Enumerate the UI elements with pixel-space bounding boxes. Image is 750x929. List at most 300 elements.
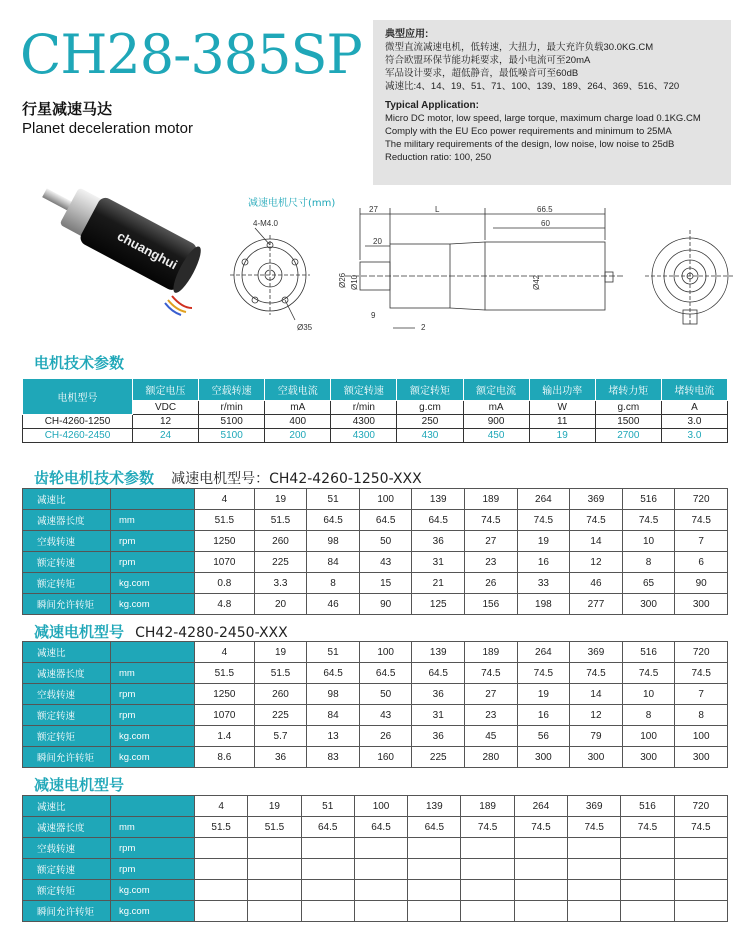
value-cell: 64.5 [408,817,461,838]
value-cell [354,859,407,880]
app-en-line: Comply with the EU Eco power requirements and minimum to 25MA [385,126,672,137]
value-cell: 369 [570,642,623,663]
row-unit: rpm [111,859,195,880]
row-label: 额定转矩 [23,726,111,747]
table-row [23,531,728,552]
row-label: 额定转速 [23,552,111,573]
dim-2: 2 [421,323,426,332]
table-row [23,859,728,880]
app-en-title: Typical Application: [385,100,479,111]
value-cell: 260 [254,531,307,552]
value-cell: 50 [359,684,412,705]
value-cell: 1.4 [195,726,255,747]
value-cell: 84 [307,705,360,726]
value-cell: 90 [359,594,412,615]
value-cell: 43 [359,552,412,573]
header-cell: 空载转速 [199,379,265,401]
motor-params-table [22,378,728,443]
value-cell: 19 [517,684,570,705]
row-label: 减速器长度 [23,817,111,838]
dim-L: L [435,205,440,214]
value-cell: 83 [307,747,360,768]
value-cell: 139 [408,796,461,817]
table-row [23,705,728,726]
product-name-cn: 行星减速马达 [22,100,113,118]
value-cell: 189 [465,642,518,663]
value-cell: 51.5 [195,663,255,684]
value-cell [621,859,674,880]
dim-phi10: Ø10 [350,274,359,290]
row-unit [111,489,195,510]
value-cell: 74.5 [570,510,623,531]
value-cell: 64.5 [412,510,465,531]
value-cell [568,859,621,880]
row-unit: rpm [111,705,195,726]
row-unit: mm [111,663,195,684]
value-cell: 100 [359,489,412,510]
gear3-title: 减速电机型号 [34,776,125,794]
value-cell: 43 [359,705,412,726]
model-cell: CH-4260-2450 [23,429,133,443]
value-cell [248,901,301,922]
value-cell: 51.5 [254,510,307,531]
brand-text: chuanghui [114,228,180,273]
value-cell: 6 [675,552,728,573]
value-cell: 0.8 [195,573,255,594]
value-cell: 260 [254,684,307,705]
value-cell: 450 [463,429,529,443]
gear2-title: 减速电机型号 [34,623,125,641]
value-cell: 1500 [595,415,661,429]
value-cell: 8 [622,705,675,726]
value-cell: 430 [397,429,463,443]
value-cell: 8.6 [195,747,255,768]
app-cn-line: 微型直流减速电机，低转速，大扭力，最大充许负载30.0KG.CM [385,42,654,53]
value-cell: 200 [265,429,331,443]
value-cell: 74.5 [461,817,514,838]
table-row [23,747,728,768]
value-cell: 10 [622,684,675,705]
value-cell: 64.5 [359,663,412,684]
value-cell: 51.5 [195,817,248,838]
value-cell: 14 [570,531,623,552]
row-unit: rpm [111,531,195,552]
product-model-title: CH28-385SP [20,23,362,86]
value-cell: 516 [622,489,675,510]
motor-params-header-row [23,379,728,401]
value-cell: 156 [465,594,518,615]
table-row [23,573,728,594]
value-cell [621,880,674,901]
row-unit: kg.com [111,880,195,901]
value-cell: 36 [412,684,465,705]
motor-params-title: 电机技术参数 [34,354,125,372]
value-cell: 15 [359,573,412,594]
value-cell: 84 [307,552,360,573]
value-cell: 139 [412,642,465,663]
value-cell [195,901,248,922]
table-row [23,726,728,747]
value-cell: 19 [248,796,301,817]
unit-cell: mA [265,401,331,415]
value-cell: 264 [517,489,570,510]
value-cell: 64.5 [354,817,407,838]
header-cell: 额定电压 [133,379,199,401]
value-cell: 516 [621,796,674,817]
value-cell: 516 [622,642,675,663]
row-label: 减速比 [23,796,111,817]
value-cell: 189 [461,796,514,817]
value-cell: 8 [307,573,360,594]
value-cell [621,901,674,922]
value-cell: 26 [465,573,518,594]
dim-9: 9 [371,311,376,320]
unit-cell: VDC [133,401,199,415]
header-cell: 堵转电流 [661,379,727,401]
header-cell: 额定电流 [463,379,529,401]
table-row [23,817,728,838]
table-row [23,594,728,615]
value-cell: 4 [195,642,255,663]
value-cell: 369 [570,489,623,510]
row-label: 减速比 [23,642,111,663]
gear1-subtitle: 减速电机型号：CH42-4260-1250-XXX [171,471,422,487]
dim-thread: 4-M4.0 [253,219,278,228]
value-cell: 100 [675,726,728,747]
value-cell: 5.7 [254,726,307,747]
value-cell [461,901,514,922]
value-cell: 74.5 [674,817,727,838]
value-cell: 74.5 [675,510,728,531]
value-cell: 5100 [199,415,265,429]
value-cell: 189 [465,489,518,510]
app-en-line: Reduction ratio: 100, 250 [385,152,492,163]
header-cell: 电机型号 [23,379,133,415]
value-cell: 250 [397,415,463,429]
value-cell: 36 [254,747,307,768]
row-unit [111,796,195,817]
row-unit: kg.com [111,901,195,922]
value-cell: 225 [254,552,307,573]
value-cell: 300 [675,594,728,615]
value-cell [354,880,407,901]
value-cell: 74.5 [517,663,570,684]
value-cell: 74.5 [568,817,621,838]
value-cell [461,859,514,880]
value-cell: 280 [465,747,518,768]
value-cell [514,880,567,901]
row-unit: kg.com [111,747,195,768]
app-cn-line: 符合欧盟环保节能功耗要求，最小电流可至20mA [385,55,591,66]
value-cell: 720 [675,489,728,510]
value-cell: 13 [307,726,360,747]
value-cell: 51 [307,489,360,510]
dimension-drawing [225,200,740,340]
unit-cell: W [529,401,595,415]
model-cell: CH-4260-1250 [23,415,133,429]
value-cell: 300 [622,747,675,768]
value-cell: 4300 [331,415,397,429]
table-row [23,838,728,859]
value-cell: 31 [412,552,465,573]
value-cell: 277 [570,594,623,615]
value-cell: 74.5 [465,510,518,531]
table-row [23,901,728,922]
row-label: 瞬间允许转矩 [23,747,111,768]
app-en-line: The military requirements of the design, low noise, low noise to 25dB [385,139,675,150]
value-cell: 720 [674,796,727,817]
value-cell: 50 [359,531,412,552]
unit-cell: g.cm [595,401,661,415]
value-cell: 98 [307,531,360,552]
value-cell [674,901,727,922]
value-cell: 12 [570,705,623,726]
value-cell: 64.5 [359,510,412,531]
app-cn-line: 军品设计要求，超低静音，最低噪音可至60dB [385,68,579,79]
row-label: 瞬间允许转矩 [23,594,111,615]
value-cell [301,838,354,859]
unit-cell: r/min [331,401,397,415]
table-row [23,552,728,573]
value-cell: 1250 [195,531,255,552]
value-cell: 198 [517,594,570,615]
value-cell: 264 [514,796,567,817]
value-cell: 12 [570,552,623,573]
value-cell: 300 [570,747,623,768]
dim-phi42: Ø42 [532,274,541,290]
dim-60: 60 [541,219,550,228]
value-cell: 51.5 [254,663,307,684]
dim-66-5: 66.5 [537,205,553,214]
row-label: 额定转速 [23,859,111,880]
value-cell: 8 [622,552,675,573]
gear2-table [22,641,728,768]
value-cell: 56 [517,726,570,747]
value-cell: 3.3 [254,573,307,594]
row-unit [111,642,195,663]
row-label: 额定转速 [23,705,111,726]
row-label: 空载转速 [23,531,111,552]
value-cell: 5100 [199,429,265,443]
value-cell: 74.5 [621,817,674,838]
value-cell: 74.5 [675,663,728,684]
dim-phi26: Ø26 [338,272,347,288]
value-cell: 4.8 [195,594,255,615]
value-cell [514,859,567,880]
value-cell: 21 [412,573,465,594]
table-row [23,489,728,510]
value-cell [248,880,301,901]
value-cell: 98 [307,684,360,705]
value-cell: 16 [517,552,570,573]
gear1-table [22,488,728,615]
value-cell: 64.5 [307,510,360,531]
value-cell: 90 [675,573,728,594]
value-cell [195,838,248,859]
value-cell: 19 [254,489,307,510]
value-cell: 1070 [195,552,255,573]
value-cell: 4300 [331,429,397,443]
value-cell: 2700 [595,429,661,443]
table-row [23,642,728,663]
row-unit: rpm [111,684,195,705]
value-cell: 19 [254,642,307,663]
value-cell: 51.5 [248,817,301,838]
value-cell: 20 [254,594,307,615]
table-row [23,415,728,429]
value-cell: 14 [570,684,623,705]
value-cell: 26 [359,726,412,747]
value-cell [568,838,621,859]
value-cell: 300 [517,747,570,768]
value-cell: 27 [465,531,518,552]
header-cell: 空载电流 [265,379,331,401]
value-cell: 23 [465,552,518,573]
row-label: 减速比 [23,489,111,510]
unit-cell: g.cm [397,401,463,415]
value-cell: 264 [517,642,570,663]
value-cell: 225 [254,705,307,726]
value-cell: 300 [622,594,675,615]
value-cell [674,880,727,901]
value-cell: 4 [195,796,248,817]
value-cell [461,838,514,859]
value-cell: 24 [133,429,199,443]
value-cell [674,838,727,859]
value-cell: 1070 [195,705,255,726]
value-cell: 3.0 [661,415,727,429]
row-unit: mm [111,510,195,531]
value-cell: 51 [307,642,360,663]
value-cell: 1250 [195,684,255,705]
value-cell: 51.5 [195,510,255,531]
value-cell [354,838,407,859]
value-cell: 64.5 [307,663,360,684]
gear3-table [22,795,728,922]
value-cell [568,880,621,901]
table-row [23,684,728,705]
row-unit: mm [111,817,195,838]
row-label: 瞬间允许转矩 [23,901,111,922]
value-cell: 100 [354,796,407,817]
gear2-subtitle: CH42-4280-2450-XXX [135,625,288,641]
value-cell: 900 [463,415,529,429]
value-cell [408,838,461,859]
value-cell [195,880,248,901]
value-cell: 46 [307,594,360,615]
gear1-heading [34,467,422,488]
value-cell [195,859,248,880]
app-en-line: Micro DC motor, low speed, large torque, maximum charge load 0.1KG.CM [385,113,701,124]
product-name-en: Planet deceleration motor [22,120,193,137]
value-cell [354,901,407,922]
table-row [23,880,728,901]
value-cell: 74.5 [517,510,570,531]
value-cell: 79 [570,726,623,747]
value-cell: 46 [570,573,623,594]
dim-20: 20 [373,237,382,246]
header-cell: 额定转矩 [397,379,463,401]
value-cell [461,880,514,901]
value-cell: 33 [517,573,570,594]
value-cell: 64.5 [301,817,354,838]
application-box [373,20,731,185]
row-unit: kg.com [111,573,195,594]
value-cell: 27 [465,684,518,705]
value-cell: 139 [412,489,465,510]
header-cell: 输出功率 [529,379,595,401]
value-cell: 369 [568,796,621,817]
gear1-title: 齿轮电机技术参数 [34,469,155,487]
value-cell [248,838,301,859]
value-cell [514,901,567,922]
table-row [23,510,728,531]
app-cn-line: 减速比:4、14、19、51、71、100、139、189、264、369、516、720 [385,81,680,92]
value-cell: 400 [265,415,331,429]
value-cell: 74.5 [622,663,675,684]
value-cell [514,838,567,859]
value-cell [674,859,727,880]
table-row [23,796,728,817]
row-unit: rpm [111,552,195,573]
value-cell: 720 [675,642,728,663]
value-cell: 12 [133,415,199,429]
value-cell: 7 [675,531,728,552]
row-label: 减速器长度 [23,510,111,531]
value-cell: 10 [622,531,675,552]
value-cell: 100 [359,642,412,663]
value-cell: 8 [675,705,728,726]
row-unit: rpm [111,838,195,859]
header-cell: 额定转速 [331,379,397,401]
unit-cell: A [661,401,727,415]
gear2-heading [34,621,288,642]
row-label: 减速器长度 [23,663,111,684]
value-cell: 11 [529,415,595,429]
row-label: 额定转矩 [23,880,111,901]
value-cell: 225 [412,747,465,768]
value-cell: 31 [412,705,465,726]
value-cell [301,901,354,922]
value-cell: 100 [622,726,675,747]
unit-cell: mA [463,401,529,415]
value-cell [248,859,301,880]
value-cell: 74.5 [622,510,675,531]
value-cell [621,838,674,859]
value-cell [301,859,354,880]
value-cell [408,859,461,880]
header-cell: 堵转力矩 [595,379,661,401]
table-row [23,429,728,443]
value-cell: 300 [675,747,728,768]
value-cell: 36 [412,726,465,747]
value-cell: 74.5 [514,817,567,838]
value-cell: 160 [359,747,412,768]
value-cell: 23 [465,705,518,726]
row-unit: kg.com [111,726,195,747]
value-cell [568,901,621,922]
dim-27: 27 [369,205,378,214]
unit-cell: r/min [199,401,265,415]
row-label: 空载转速 [23,838,111,859]
value-cell: 74.5 [570,663,623,684]
value-cell: 125 [412,594,465,615]
value-cell: 36 [412,531,465,552]
row-label: 空载转速 [23,684,111,705]
value-cell: 7 [675,684,728,705]
value-cell [408,880,461,901]
value-cell [301,880,354,901]
